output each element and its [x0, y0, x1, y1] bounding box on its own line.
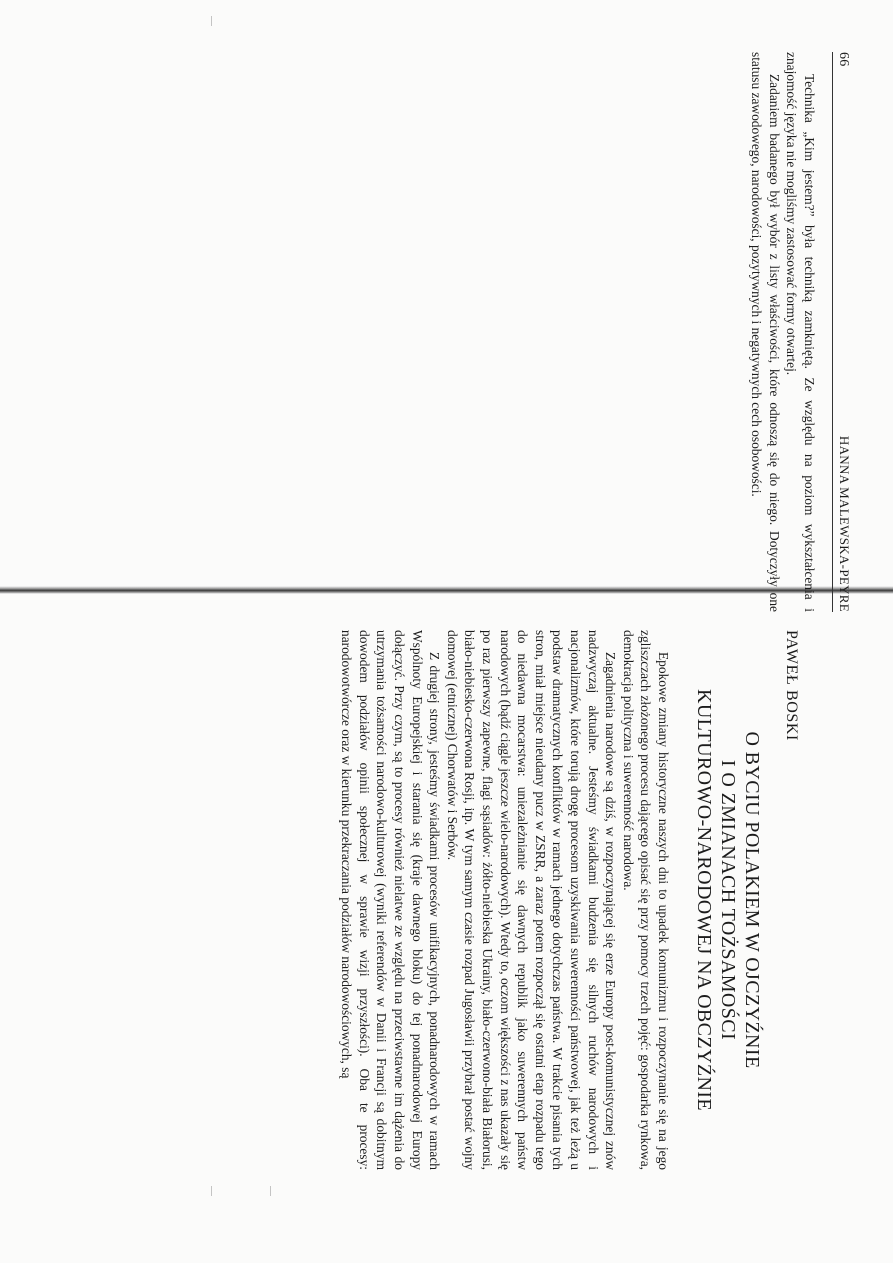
article-title [692, 630, 764, 1170]
page-number: 66 [836, 52, 851, 67]
scan-mark [211, 16, 212, 26]
article-author: PAWEŁ BOSKI [783, 630, 800, 741]
paragraph: Zagadnienia narodowe są dziś, w rozpoczynającej się erze Europy post-komunistycznej znów nadzwyczaj aktualne. Jesteśmy świadkami budzenia się silnych ruchów narodowych i nacjonalizmów, które torują drogę procesom uzyskiwania suwerenności państwowej, jak też leżą u podstaw dramatycznych konfliktów w ramach jednego dotychczas państwa. W trakcie pisania tych stron, miał miejsce nieudany pucz w ZSRR, a zaraz potem rozpoczął się ostatni etap rozpadu tego do niedawna mocarstwa: uniezależnianie się dawnych republik jako suwerennych państw narodowych (bądź ciągle jeszcze wielo-narodowych). Wtedy to, oczom większości z nas ukazały się po raz pierwszy zapewne, flagi sąsiadów: żółto-niebieska Ukrainy, biało-czerwono-biała Białorusi, biało-niebiesko-czerwona Rosji, itp. W tym samym czasie rozpad Jugosławii przybrał postać wojny domowej (etnicznej) Chorwatów i Serbów. [444, 630, 619, 1170]
paragraph: Zadaniem badanego był wybór z listy właściwości, które odnoszą się do niego. Dotyczyły one statusu zawodowego, narodowości, pozytywnych i negatywnych cech osobowości. [749, 52, 782, 612]
paragraph: Z drugiej strony, jesteśmy świadkami procesów unifikacyjnych, ponadnarodowych w ramach Wspólnoty Europejskiej i starania się (kraje dawnego bloku) do tej ponadnarodowej Europy dołączyć. Przy czym, są to procesy również nielatwe ze względu na przeciwstawne im dążenia do utrzymania tożsamości narodowo-kulturowej (wyniki referendów w Danii i Francji są dobitnym dowodem podziałów opinii społecznej w sprawie wizji przyszłości). Oba te procesy: narodowotwórcze oraz w kierunku przekraczania podziałów narodowościowych, są [339, 630, 443, 1170]
title-line: I O ZMIANACH TOŻSAMOŚCI [717, 759, 739, 1041]
paragraph: Technika „Kim jestem?” była techniką zamkniętą. Ze względu na poziom wykształcenia i znajomość języka nie mogliśmy zastosować formy otwartej. [784, 52, 817, 612]
paragraph: Epokowe zmiany historyczne naszych dni to upadek komunizmu i rozpoczynanie się na jego zgliszczach złożonego procesu dającego opisać się przy pomocy trzech pojęć: gospodarka rynkowa, demokracja polityczna i suwerenność narodowa. [620, 630, 671, 1170]
right-page-content [338, 630, 800, 1170]
left-page-content [748, 52, 852, 612]
running-head-author: HANNA MALEWSKA-PEYRE [837, 435, 852, 612]
scan-mark [211, 1186, 212, 1196]
title-line: KULTUROWO-NARODOWEJ NA OBCZYŹNIE [693, 688, 715, 1112]
title-line: O BYCIU POLAKIEM W OJCZYŹNIE [741, 731, 763, 1069]
running-head [832, 52, 852, 612]
scan-mark [270, 1186, 271, 1196]
